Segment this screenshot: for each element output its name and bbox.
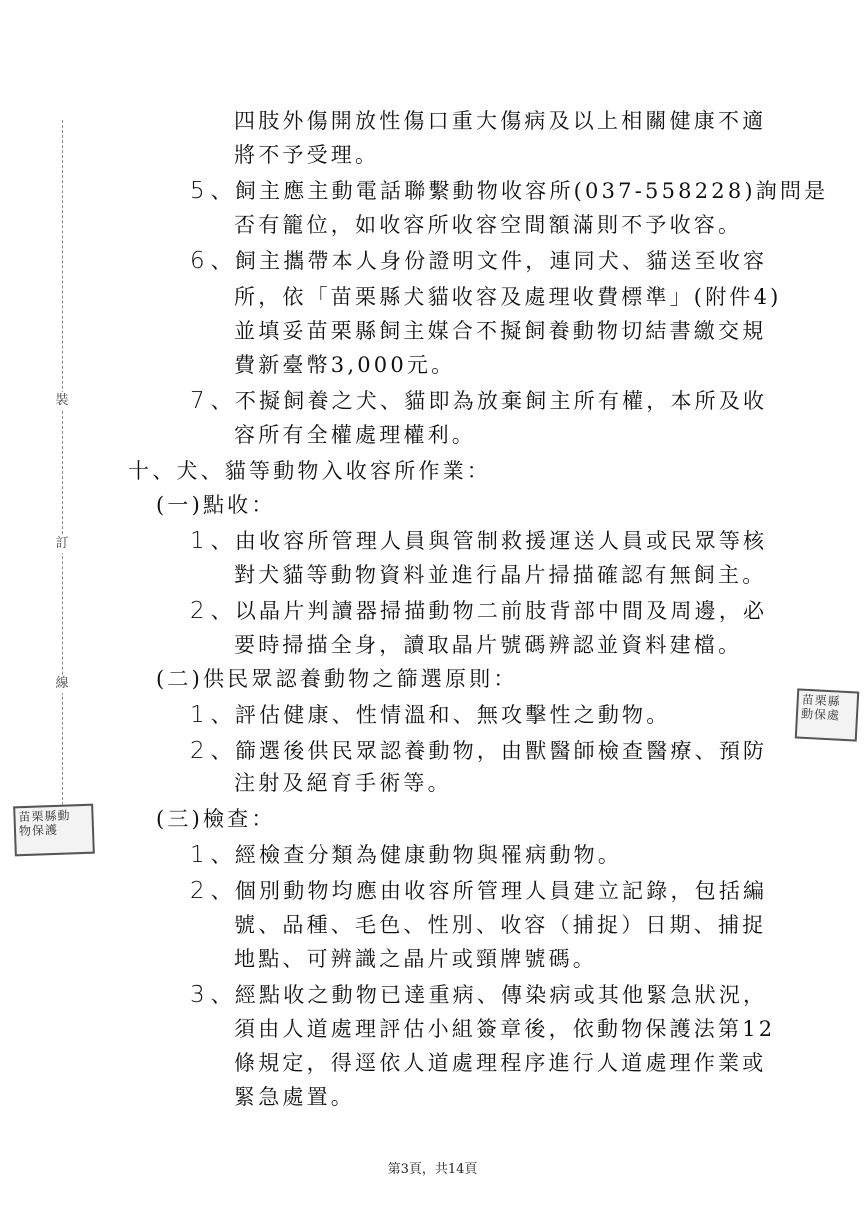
item-number: 7 [190,388,205,414]
subsection-heading: (二)供民眾認養動物之篩選原則： [156,667,518,691]
text-line: 否有籠位，如收容所收容空間額滿則不予收容。 [234,213,743,237]
stamp-text: 苗栗縣 [801,692,842,709]
list-item-5 [190,176,828,206]
subsection-heading: (一)點收： [156,493,276,517]
seal-stamp-left [13,804,95,857]
item-number: 1 [190,702,205,728]
text-line: 所，依「苗栗縣犬貓收容及處理收費標準」(附件4) [234,285,782,309]
item-text: 、個別動物均應由收容所管理人員建立記錄，包括編 [210,879,768,903]
text-line: 須由人道處理評估小組簽章後，依動物保護法第12 [234,1017,776,1041]
list-item [190,840,622,870]
seal-stamp-right [795,688,860,741]
text-line: 並填妥苗栗縣飼主媒合不擬飼養動物切結書繳交規 [234,319,767,343]
text-line: 容所有全權處理權利。 [234,423,476,447]
text-line: 緊急處置。 [234,1085,355,1109]
item-text: 、經點收之動物已達重病、傳染病或其他緊急狀況， [210,983,768,1007]
section-heading: 十、犬、貓等動物入收容所作業： [128,459,491,483]
item-text: 、評估健康、性情溫和、無攻擊性之動物。 [210,703,671,727]
text-line: 四肢外傷開放性傷口重大傷病及以上相關健康不適 [234,109,767,133]
list-item [190,596,767,626]
text-line: 要時掃描全身，讀取晶片號碼辨認並資料建檔。 [234,633,743,657]
list-item-7 [190,386,767,416]
list-item [190,980,767,1010]
text-line: 號、品種、毛色、性別、收容（捕捉）日期、捕捉 [234,913,767,937]
item-number: 3 [190,982,205,1008]
item-text: 、經檢查分類為健康動物與罹病動物。 [210,843,623,867]
item-text: 、飼主應主動電話聯繫動物收容所(037-558228)詢問是 [210,179,829,203]
stamp-text: 苗栗縣動 [18,808,71,825]
text-line: 對犬貓等動物資料並進行晶片掃描確認有無飼主。 [234,563,767,587]
item-text: 、篩選後供民眾認養動物，由獸醫師檢查醫療、預防 [210,739,768,763]
text-line: 地點、可辨識之晶片或頸牌號碼。 [234,947,597,971]
list-item [190,736,767,766]
binding-char-xian: 線 [52,675,72,693]
item-number: 2 [190,738,205,764]
item-number: 1 [190,528,205,554]
subsection-heading: (三)檢查： [156,807,276,831]
text-line: 費新臺幣3,000元。 [234,353,456,377]
stamp-text: 物保護 [18,822,59,839]
binding-line [62,120,63,810]
list-item [190,876,767,906]
item-number: 6 [190,248,205,274]
item-text: 、不擬飼養之犬、貓即為放棄飼主所有權，本所及收 [210,389,768,413]
binding-char-zhuang: 裝 [52,392,72,410]
text-line: 將不予受理。 [234,143,380,167]
item-number: 2 [190,598,205,624]
item-number: 1 [190,842,205,868]
item-text: 、以晶片判讀器掃描動物二前肢背部中間及周邊，必 [210,599,768,623]
text-line: 注射及絕育手術等。 [234,771,452,795]
list-item-6 [190,246,767,276]
item-text: 、由收容所管理人員與管制救援運送人員或民眾等核 [210,529,768,553]
item-text: 、飼主攜帶本人身份證明文件，連同犬、貓送至收容 [210,249,768,273]
page-number: 第3頁，共14頁 [387,1162,478,1177]
item-number: 5 [190,178,205,204]
binding-char-ding: 訂 [52,535,72,553]
text-line: 條規定，得逕依人道處理程序進行人道處理作業或 [234,1051,767,1075]
list-item [190,700,670,730]
stamp-text: 動保處 [800,706,841,723]
list-item [190,526,767,556]
item-number: 2 [190,878,205,904]
